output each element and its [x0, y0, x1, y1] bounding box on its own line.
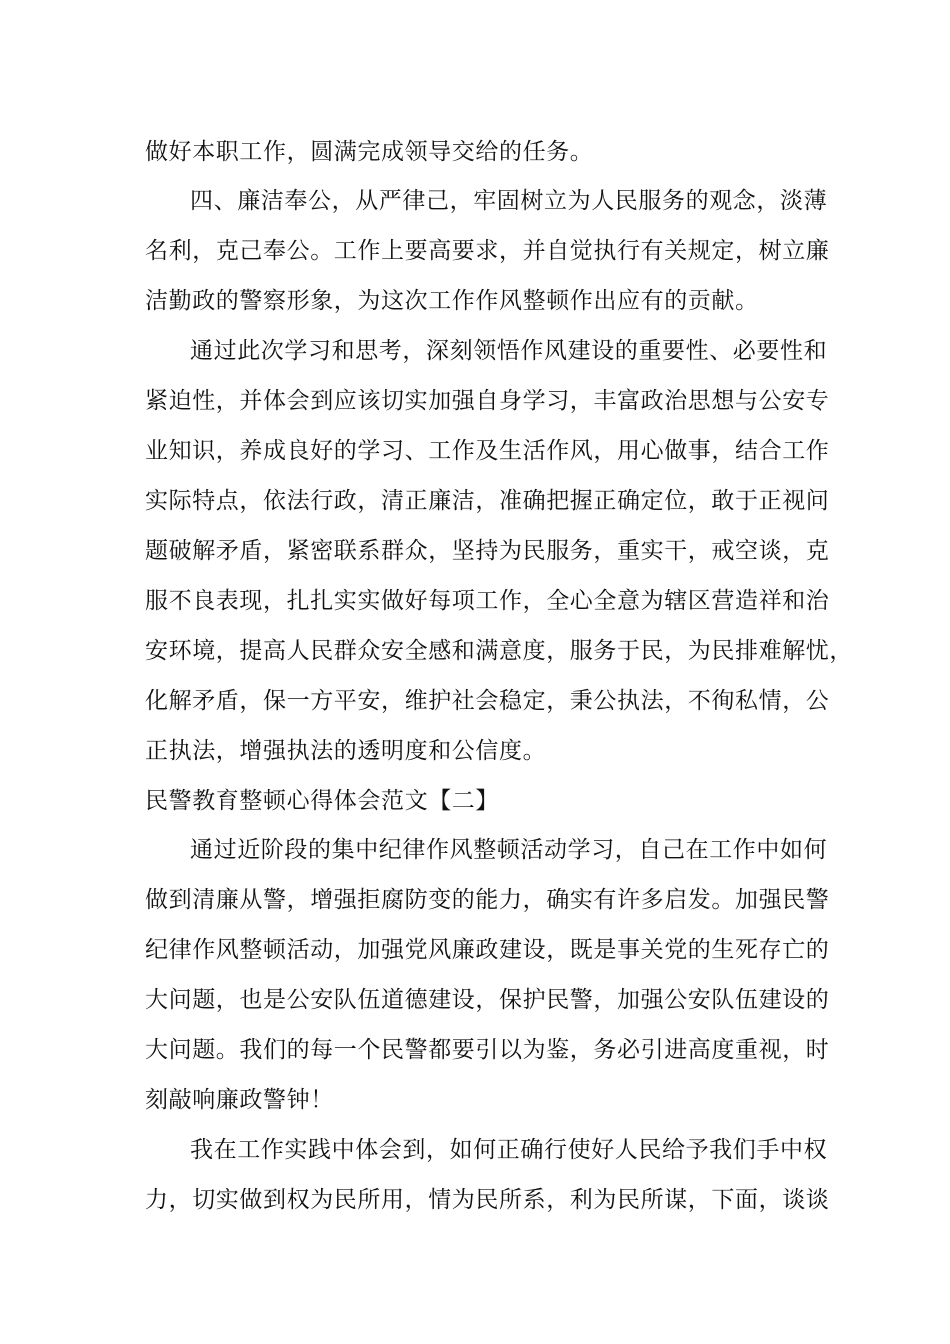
paragraph-line: 做好本职工作，圆满完成领导交给的任务。	[145, 139, 594, 165]
paragraph-line: 四、廉洁奉公，从严律己，牢固树立为人民服务的观念，淡薄	[190, 188, 828, 214]
paragraph-line: 大问题。我们的每一个民警都要引以为鉴，务必引进高度重视，时	[145, 1037, 830, 1063]
paragraph-line: 大问题，也是公安队伍道德建设，保护民警，加强公安队伍建设的	[145, 987, 830, 1013]
paragraph-line: 纪律作风整顿活动，加强党风廉政建设，既是事关党的生死存亡的	[145, 937, 830, 963]
paragraph-line: 题破解矛盾，紧密联系群众，坚持为民服务，重实干，戒空谈，克	[145, 538, 830, 564]
paragraph-line: 化解矛盾，保一方平安，维护社会稳定，秉公执法，不徇私情，公	[145, 688, 830, 714]
paragraph-line: 安环境，提高人民群众安全感和满意度，服务于民，为民排难解忧，	[145, 638, 853, 664]
paragraph-line: 做到清廉从警，增强拒腐防变的能力，确实有许多启发。加强民警	[145, 887, 830, 913]
paragraph-line: 名利，克己奉公。工作上要高要求，并自觉执行有关规定，树立廉	[145, 238, 830, 264]
paragraph-line: 刻敲响廉政警钟！	[145, 1087, 334, 1113]
paragraph-line: 通过此次学习和思考，深刻领悟作风建设的重要性、必要性和	[190, 338, 828, 364]
section-heading: 民警教育整顿心得体会范文【二】	[145, 788, 499, 814]
paragraph-line: 服不良表现，扎扎实实做好每项工作，全心全意为辖区营造祥和治	[145, 588, 830, 614]
paragraph-line: 正执法，增强执法的透明度和公信度。	[145, 738, 547, 764]
paragraph-line: 紧迫性，并体会到应该切实加强自身学习，丰富政治思想与公安专	[145, 388, 830, 414]
paragraph-line: 通过近阶段的集中纪律作风整顿活动学习，自己在工作中如何	[190, 837, 828, 863]
paragraph-line: 我在工作实践中体会到，如何正确行使好人民给予我们手中权	[190, 1137, 828, 1163]
paragraph-line: 洁勤政的警察形象，为这次工作作风整顿作出应有的贡献。	[145, 288, 759, 314]
paragraph-line: 业知识，养成良好的学习、工作及生活作风，用心做事，结合工作	[145, 438, 830, 464]
paragraph-line: 力，切实做到权为民所用，情为民所系，利为民所谋，下面，谈谈	[145, 1187, 830, 1213]
paragraph-line: 实际特点，依法行政，清正廉洁，准确把握正确定位，敢于正视问	[145, 488, 830, 514]
